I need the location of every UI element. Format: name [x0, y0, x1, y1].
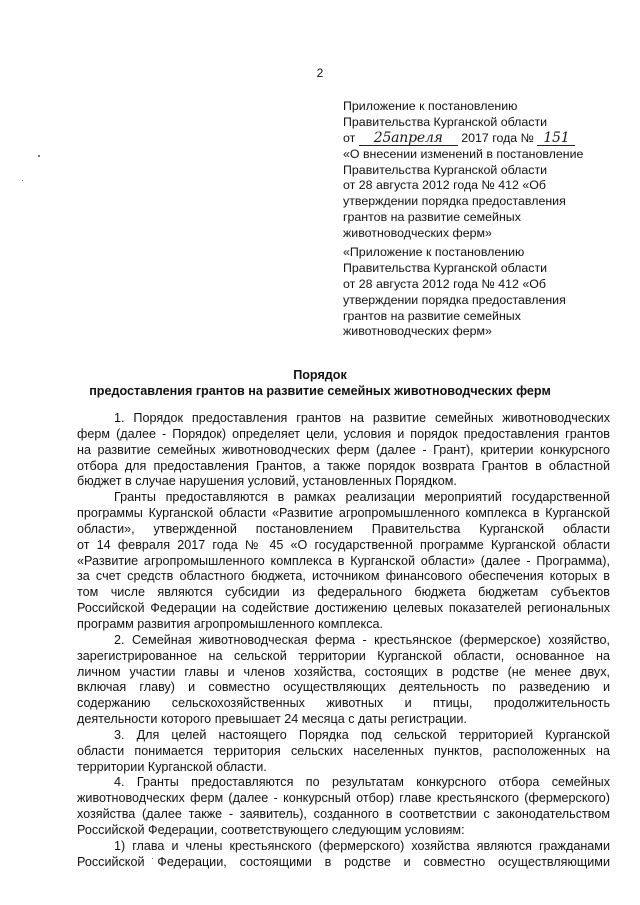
body-line: Российской Федерации, состоящими в родстве и совместно осуществляющими	[77, 854, 610, 869]
handwritten-number: 151	[543, 129, 570, 146]
page-number: 2	[316, 66, 324, 80]
body-line: 4. Гранты предоставляются по результатам конкурсного отбора семейных	[114, 775, 610, 790]
amendment-appendix-header	[343, 99, 633, 242]
appendix-date-line	[343, 131, 633, 147]
body-line: Российской Федерации, соответствующего следующим условиям:	[77, 822, 465, 837]
body-line: отбора для предоставления Грантов, а также порядок возврата Грантов в областной	[77, 458, 610, 473]
appendix-line: грантов на развитие семейных	[343, 210, 521, 225]
year-text: 2017 года №	[461, 130, 534, 145]
date-prefix: от	[343, 130, 356, 145]
body-line: зарегистрированное на сельской территории Курганской области, основанное на	[77, 648, 610, 663]
body-line: содержанию сельскохозяйственных животных и птицы, продолжительность	[77, 696, 610, 711]
appendix-line: от 28 августа 2012 года № 412 «Об	[343, 178, 546, 193]
appendix-line: «Приложение к постановлению	[343, 245, 525, 259]
appendix-line: Правительства Курганской области	[343, 162, 548, 177]
body-line: программы Курганской области «Развитие агропромышленного комплекса в Курганской	[77, 506, 610, 521]
scan-speck	[38, 155, 40, 157]
paragraph-3	[77, 633, 610, 728]
appendix-line: животноводческих ферм»	[343, 226, 492, 241]
date-field	[359, 129, 458, 146]
paragraph-6	[77, 839, 610, 871]
body-line: ферм (далее - Порядок) определяет цели, условия и порядок предоставления грантов	[77, 426, 610, 441]
original-appendix-header	[343, 245, 633, 340]
body-line: на развитие семейных животноводческих ферм (далее - Грант), критерии конкурсного	[77, 442, 610, 457]
body-line: территории Курганской области.	[77, 759, 267, 774]
number-field	[537, 129, 575, 146]
body-line: за счет средств областного бюджета, источником финансового обеспечения которых в	[77, 569, 610, 584]
body-line: 1. Порядок предоставления грантов на развитие семейных животноводческих	[114, 411, 610, 425]
paragraph-4	[77, 728, 610, 776]
paragraph-1	[77, 411, 610, 490]
document-title	[0, 367, 640, 399]
body-line: 2. Семейная животноводческая ферма - крестьянское (фермерское) хозяйство,	[114, 632, 610, 647]
appendix-line: Правительства Курганской области	[343, 114, 548, 129]
handwritten-date: 25апреля	[373, 129, 443, 146]
body-line: животноводческих ферм (далее - конкурсный отбор) главе крестьянского (фермерского)	[77, 791, 610, 806]
body-line: деятельности которого превышает 24 месяца с даты регистрации.	[77, 712, 467, 727]
body-line: области», утвержденной постановлением Правительства Курганской области	[77, 521, 610, 536]
body-line: 1) глава и члены крестьянского (фермерского) хозяйства являются гражданами	[114, 838, 610, 853]
appendix-line: от 28 августа 2012 года № 412 «Об	[343, 276, 546, 291]
body-line: области понимается территория сельских населенных пунктов, расположенных на	[77, 743, 610, 758]
appendix-line: грантов на развитие семейных	[343, 308, 521, 323]
appendix-line: животноводческих ферм»	[343, 324, 492, 339]
body-line: личном участии главы и членов хозяйства, состоящих в родстве (не менее двух,	[77, 664, 610, 679]
body-line: от 14 февраля 2017 года № 45 «О государственной программе Курганской области	[77, 537, 610, 552]
appendix-line: утверждении порядка предоставления	[343, 292, 566, 307]
body-line: бюджет в случае нарушения условий, установленных Порядком.	[77, 474, 457, 489]
appendix-line: «О внесении изменений в постановление	[343, 146, 584, 161]
appendix-line: Правительства Курганской области	[343, 260, 548, 275]
paragraph-2	[77, 490, 610, 633]
title-line: Порядок	[293, 368, 347, 382]
body-line: 3. Для целей настоящего Порядка под сельской территорией Курганской	[114, 727, 610, 742]
body-line: Российской Федерации на содействие достижению целевых показателей региональных	[77, 601, 610, 616]
body-line: том числе являются субсидии из федерального бюджета бюджетам субъектов	[77, 585, 610, 600]
body-line: хозяйства (далее также - заявитель), созданного в соответствии с законодательством	[77, 807, 610, 822]
scan-speck	[22, 180, 23, 181]
body-line: включая главу) и совместно осуществляющих деятельность по разведению и	[77, 680, 610, 695]
title-line: предоставления грантов на развитие семейных животноводческих ферм	[89, 384, 551, 398]
appendix-line: Приложение к постановлению	[343, 99, 518, 113]
document-body	[77, 411, 610, 870]
body-line: Гранты предоставляются в рамках реализации мероприятий государственной	[114, 490, 610, 505]
body-line: программ развития агропромышленного комплекса.	[77, 616, 384, 631]
appendix-line: утверждении порядка предоставления	[343, 194, 566, 209]
body-line: «Развитие агропромышленного комплекса в Курганской области» (далее - Программа),	[77, 553, 610, 568]
paragraph-5	[77, 775, 610, 838]
